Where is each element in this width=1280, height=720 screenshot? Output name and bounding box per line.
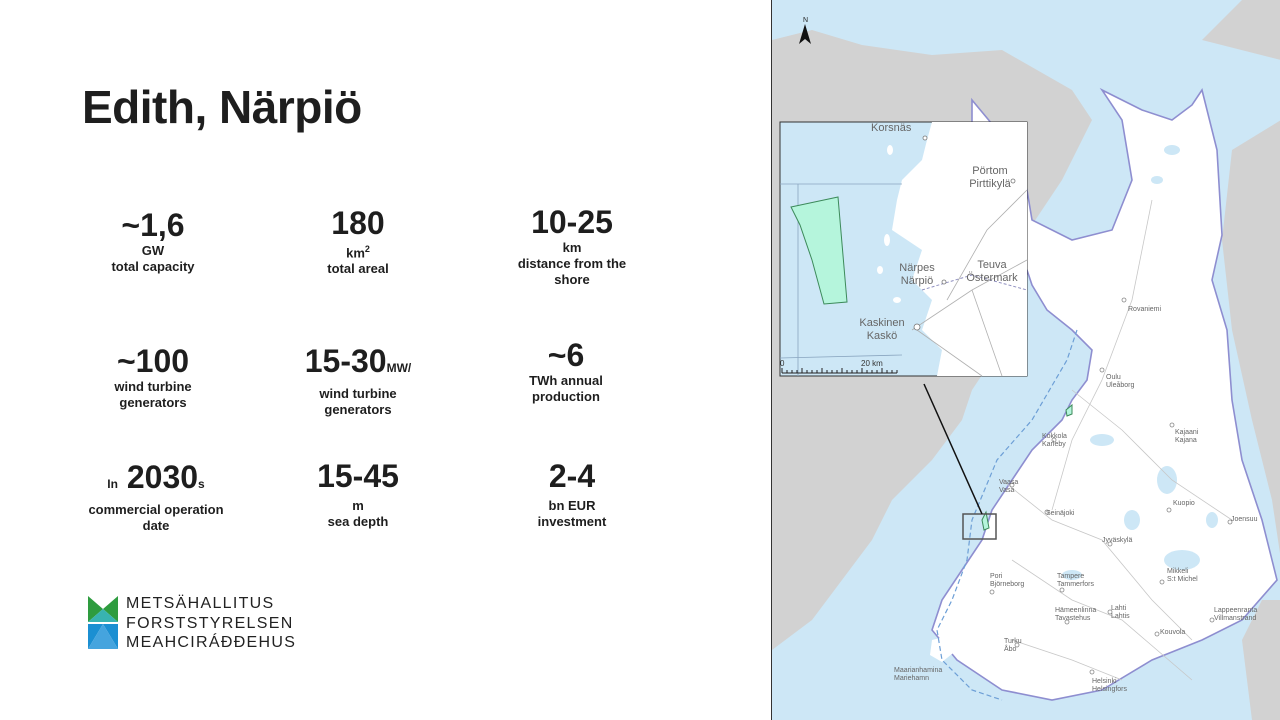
place-label: Maarianhamina Mariehamn <box>894 667 943 682</box>
place-label: Lappeenranta Villmanstrand <box>1214 607 1258 622</box>
stat-desc: total areal <box>327 261 389 277</box>
place-label: Tampere Tammerfors <box>1057 573 1094 588</box>
stat-unit-sup: 2 <box>364 244 370 254</box>
inset-place-label: Närpes Närpiö <box>899 262 935 287</box>
logo-mark-icon <box>88 594 118 650</box>
stat-desc: commercial operation date <box>88 502 224 533</box>
stat-distance <box>482 204 662 288</box>
scale-end: 20 km <box>861 359 883 368</box>
place-label: Kouvola <box>1160 629 1186 636</box>
stat-operation-date <box>66 459 246 534</box>
inset-place-label: Teuva Östermark <box>966 259 1018 284</box>
stat-value: 2-4 <box>548 458 596 494</box>
place-label: Kokkola Karleby <box>1042 433 1067 448</box>
place-label: Joensuu <box>1231 516 1258 523</box>
place-label: Rovaniemi <box>1128 306 1162 313</box>
stat-unit: km <box>346 245 365 261</box>
place-label: Mikkeli S:t Michel <box>1167 568 1198 583</box>
stat-production <box>476 337 656 405</box>
stat-value: 2030 <box>126 459 199 495</box>
stat-value: 10-25 <box>531 204 613 240</box>
page-title: Edith, Närpiö <box>82 81 362 133</box>
place-label: Jyväskylä <box>1102 537 1133 544</box>
place-label: Vaasa Vasa <box>999 479 1019 494</box>
stat-value-prefix: In <box>107 477 118 491</box>
inset-place-label: Kaskinen Kaskö <box>859 317 905 342</box>
stat-value: ~100 <box>116 343 190 379</box>
stat-unit: m <box>352 498 364 513</box>
stat-turbine-size <box>268 343 448 418</box>
logo-wordmark <box>126 594 296 653</box>
stat-desc: distance from the shore <box>517 256 627 287</box>
north-label: N <box>803 17 809 24</box>
finland-map <box>771 0 1280 720</box>
place-label: Hämeenlinna Tavastehus <box>1055 607 1097 622</box>
map-canvas <box>772 0 1280 720</box>
stat-desc: TWh annual production <box>529 373 603 404</box>
stat-unit: GW <box>141 243 165 258</box>
stat-sea-depth <box>268 458 448 530</box>
place-label: Pori Björneborg <box>990 573 1025 588</box>
stat-desc: total capacity <box>111 259 195 274</box>
scale-start: 0 <box>780 359 785 368</box>
stat-value: 15-45 <box>317 458 399 494</box>
place-label: Helsinki Helsingfors <box>1092 678 1128 693</box>
place-label: Oulu Uleåborg <box>1106 374 1135 389</box>
stat-value-suffix: MW/ <box>386 361 412 375</box>
inset-map <box>780 122 1027 376</box>
place-label: Kajaani Kajana <box>1175 429 1199 444</box>
place-label: Turku Åbo <box>1004 638 1022 653</box>
place-label: Kuopio <box>1173 500 1195 507</box>
logo-line: METSÄHALLITUS <box>126 595 275 612</box>
stat-value: ~1,6 <box>121 207 185 243</box>
stat-desc: wind turbine generators <box>319 386 397 417</box>
place-label: Lahti Lahtis <box>1111 605 1130 620</box>
stat-desc: wind turbine generators <box>114 379 192 410</box>
stat-capacity <box>63 207 243 275</box>
inset-place-label: Pörtom Pirttikylä <box>969 165 1011 190</box>
logo-line: MEAHCIRÁĐĐEHUS <box>126 634 297 651</box>
stat-value: 15-30 <box>304 343 387 379</box>
place-label: Seinäjoki <box>1046 510 1075 517</box>
stat-desc: bn EUR investment <box>537 498 607 529</box>
stat-turbines <box>63 343 243 411</box>
stat-desc: sea depth <box>327 514 389 529</box>
stat-investment <box>482 458 662 530</box>
stat-value: 180 <box>331 205 385 241</box>
stat-value-suffix: s <box>198 477 205 491</box>
logo-line: FORSTSTYRELSEN <box>126 614 294 632</box>
stat-value: ~6 <box>547 337 585 373</box>
inset-place-label: Korsnäs <box>871 122 912 134</box>
stat-unit: km <box>562 240 582 255</box>
stat-area <box>268 205 448 277</box>
